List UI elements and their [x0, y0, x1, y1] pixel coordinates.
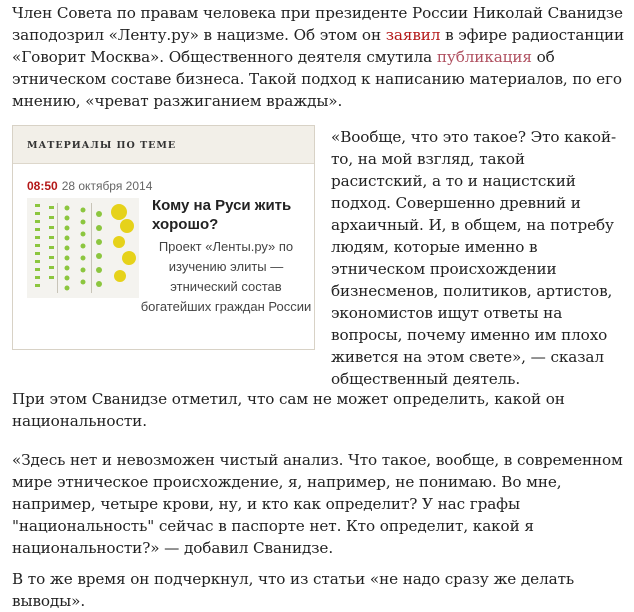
paragraph-conclusions: В то же время он подчеркнул, что из статьи «не надо сразу же делать выводы». [12, 570, 575, 610]
related-description: Проект «Ленты.ру» по изучению элиты — этнический состав богатейших граждан России [140, 239, 312, 314]
related-header [13, 126, 314, 164]
related-materials-box [12, 125, 315, 350]
green-dots-infographic-icon [27, 198, 139, 298]
link-publikatsiya[interactable]: публикация [436, 48, 532, 66]
related-date: 28 октября 2014 [61, 179, 153, 193]
paragraph-intro-text-c: об этническом составе бизнеса. Такой подход к написанию материалов, по его мнению, «чреват разжиганием вражды». [12, 48, 622, 110]
paragraph-intro-text-b: в эфире радиостанции «Говорит Москва». Общественного деятеля смутила [12, 26, 625, 66]
paragraph-nationality: При этом Сванидзе отметил, что сам не может определить, какой он национальности. [12, 390, 565, 430]
quote-paragraph: «Вообще, что это такое? Это какой-то, на мой взгляд, такой расистский, а то и нацистский подход. Совершенно древний и архаичный. И, в общем, на потребу людям, которые именно в этническом происхождении бизнесменов, политиков, артистов, экономистов ищут ответы на вопросы, почему именно им плохо живется на этом свете», — сказал общественный деятель. [331, 128, 617, 388]
related-meta [27, 179, 152, 193]
related-time: 08:50 [27, 179, 58, 193]
link-zayavil[interactable]: заявил [385, 26, 441, 44]
related-title-link[interactable]: Кому на Руси жить хорошо? [152, 197, 292, 233]
related-thumbnail[interactable] [27, 198, 139, 298]
paragraph-intro [12, 2, 624, 112]
related-header-title: МАТЕРИАЛЫ ПО ТЕМЕ [27, 140, 177, 151]
paragraph-intro-text-a: Член Совета по правам человека при президенте России Николай Сванидзе заподозрил «Ленту.ру» в нацизме. Об этом он [12, 4, 623, 44]
paragraph-analysis-quote: «Здесь нет и невозможен чистый анализ. Что такое, вообще, в современном мире этническое происхождение, я, например, не понимаю. Во мне, например, четыре крови, ну, и кто как определит? У нас графы "национальность" сейчас в паспорте нет. Кто определит, какой я национальности?» — добавил Сванидзе. [12, 451, 623, 557]
